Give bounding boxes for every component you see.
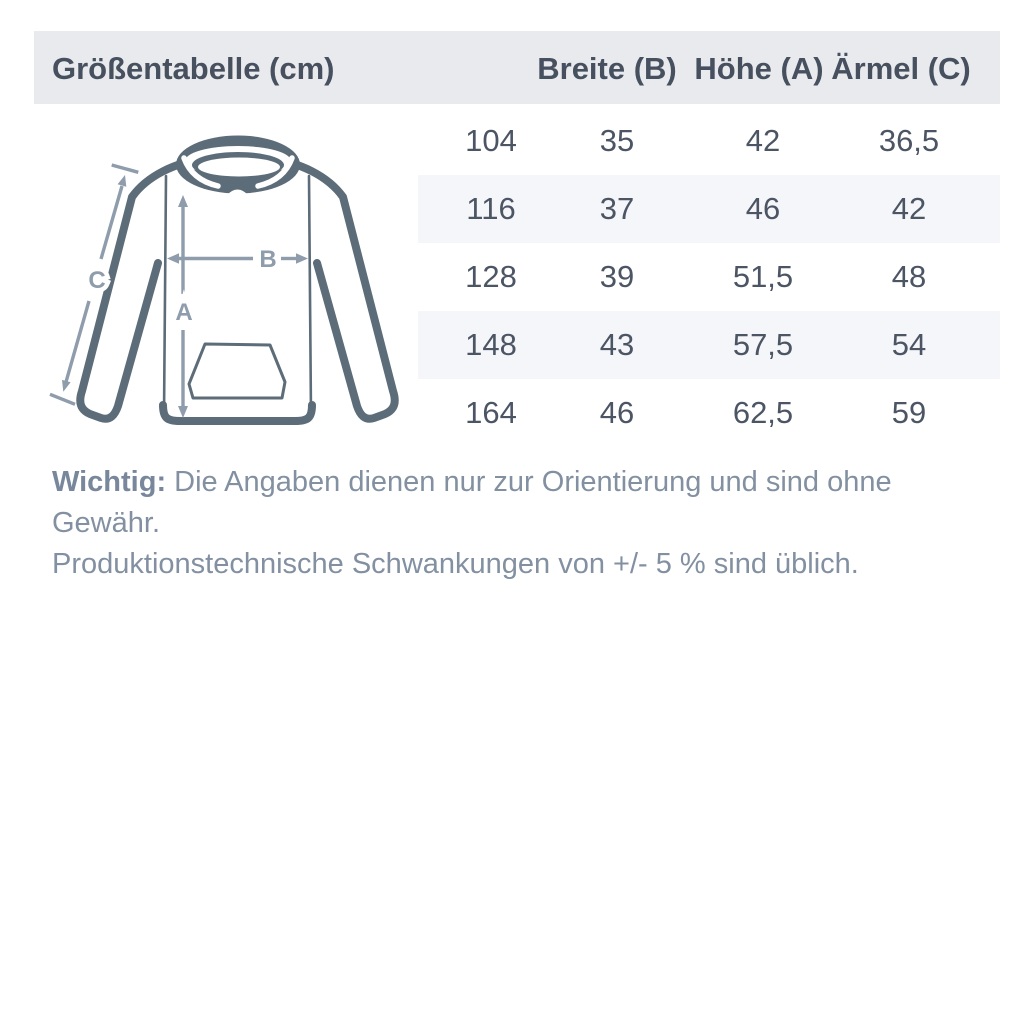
breite-value: 39: [599, 259, 635, 294]
dimension-arrow-b: [167, 253, 308, 263]
column-header-aermel: Ärmel (C): [831, 51, 971, 86]
size-value: 164: [465, 395, 517, 430]
hoehe-value: 62,5: [732, 395, 794, 430]
label-a: A: [175, 299, 193, 326]
disclaimer-label: Wichtig:: [52, 466, 167, 498]
size-value: 148: [465, 327, 517, 362]
table-row: [418, 243, 1000, 311]
label-c: C: [88, 267, 106, 294]
breite-value: 37: [599, 191, 635, 226]
hoehe-value: 46: [745, 191, 781, 226]
size-value: 104: [465, 123, 517, 158]
column-header-hoehe: Höhe (A): [694, 51, 824, 86]
pocket: [189, 344, 285, 398]
hoehe-value: 57,5: [732, 327, 794, 362]
breite-value: 46: [599, 395, 635, 430]
hoehe-value: 42: [745, 123, 781, 158]
aermel-value: 54: [891, 327, 927, 362]
table-row: [418, 175, 1000, 243]
aermel-value: 42: [891, 191, 927, 226]
size-value: 116: [466, 191, 516, 226]
page-title: Größentabelle (cm): [52, 51, 335, 86]
size-table: [418, 107, 1000, 447]
label-b: B: [259, 246, 277, 273]
hoehe-value: 51,5: [732, 259, 794, 294]
column-header-breite: Breite (B): [537, 51, 677, 86]
table-row: [418, 379, 1000, 447]
hood: [176, 136, 300, 199]
table-row: [418, 107, 1000, 175]
size-value: 128: [465, 259, 517, 294]
disclaimer-note: [52, 462, 992, 585]
size-chart-header: [34, 31, 1000, 104]
table-row: [418, 311, 1000, 379]
aermel-value: 48: [891, 259, 927, 294]
breite-value: 43: [599, 327, 635, 362]
hoodie-diagram: [40, 118, 420, 448]
disclaimer-line1: Die Angaben dienen nur zur Orientierung und sind ohne Gewähr.: [52, 466, 892, 539]
disclaimer-line2: Produktionstechnische Schwankungen von +/- 5 % sind üblich.: [52, 548, 859, 580]
breite-value: 35: [599, 123, 635, 158]
aermel-value: 59: [891, 395, 927, 430]
aermel-value: 36,5: [878, 123, 940, 158]
